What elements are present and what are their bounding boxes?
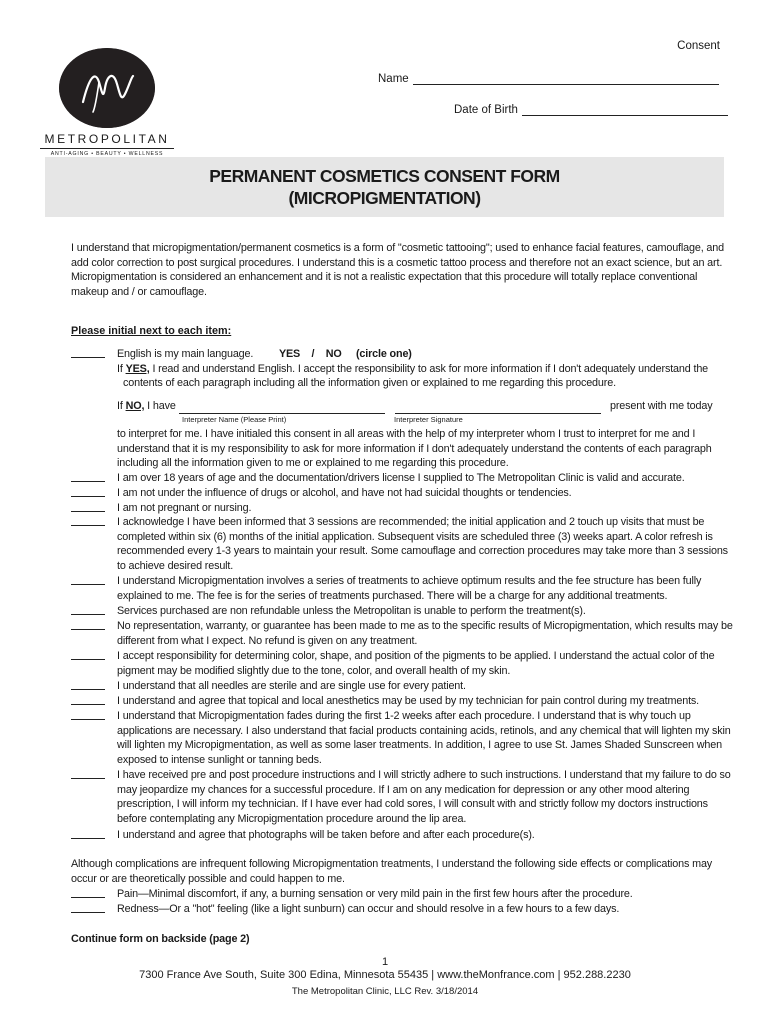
initial-item-text: I am not under the influence of drugs or alcohol, and have not had suicidal thoughts or tendencies.	[117, 487, 572, 499]
if-yes-text-2: contents of each paragraph including all the information given or explained to me regarding this procedure.	[123, 377, 616, 390]
initial-item-text: I accept responsibility for determining color, shape, and position of the pigments to be applied. I understand the actual color of the pigment may be modified slightly due to the tone, color, and overall health of my skin.	[117, 650, 715, 677]
initial-item	[71, 501, 739, 516]
intro-paragraph: I understand that micropigmentation/permanent cosmetics is a form of "cosmetic tattooing"; used to enhance facial features, camouflage, and add color correction to post surgical procedures. I understand this is a cosmetic tattoo process and therefore not an exact science, but an art. Micropigmentation is considered an enhancement and it is not a realistic expectation that this procedure will totally replace conventional makeup and / or camouflage.	[71, 242, 724, 298]
initial-item	[71, 471, 739, 486]
dob-line[interactable]	[522, 103, 728, 116]
initial-item	[71, 768, 739, 826]
english-item	[71, 347, 739, 391]
logo-mark-icon	[59, 48, 155, 128]
initial-item-text: Services purchased are non refundable unless the Metropolitan is unable to perform the treatment(s).	[117, 605, 586, 617]
dob-field[interactable]	[454, 103, 728, 116]
initial-item	[71, 619, 739, 648]
english-main: English is my main language.	[117, 348, 254, 360]
interpreter-text: to interpret for me. I have initialed this consent in all areas with the help of my interpreter whom I trust to interpret for me and I understand that it is my responsibility to ask for more information if I don't adequately understand the contents of each paragraph including all the information given to me or explained to me regarding this procedure.	[117, 428, 712, 470]
if-yes-text: I read and understand English. I accept the responsibility to ask for more information if I don't adequately understand the	[152, 362, 709, 375]
footer-revision: The Metropolitan Clinic, LLC Rev. 3/18/2014	[291, 986, 479, 997]
if-yes-label: YES,	[125, 362, 150, 375]
footer-address: 7300 France Ave South, Suite 300 Edina, Minnesota 55435 | www.theMonfrance.com | 952.288.2230	[139, 969, 631, 981]
initial-item-text: I understand and agree that topical and local anesthetics may be used by my technician for pain control during my treatments.	[117, 695, 700, 707]
interpreter-signature-caption: Interpreter Signature	[394, 415, 463, 424]
consent-label: Consent	[677, 40, 720, 52]
form-title: PERMANENT COSMETICS CONSENT FORM	[209, 166, 560, 186]
interpreter-name-caption: Interpreter Name (Please Print)	[182, 415, 287, 424]
initial-item	[71, 828, 739, 843]
circle-one-note: (circle one)	[355, 348, 412, 360]
if-label: If	[117, 362, 123, 375]
clinic-logo	[40, 48, 174, 157]
yes-option[interactable]: YES	[278, 348, 301, 360]
complication-item	[71, 902, 739, 917]
if-no-label: NO,	[125, 400, 145, 412]
initial-heading: Please initial next to each item:	[71, 325, 232, 337]
initial-item-text: I am not pregnant or nursing.	[117, 502, 252, 514]
interpreter-row	[71, 399, 739, 414]
if-no-have: I have	[147, 400, 176, 412]
initial-item-text: I acknowledge I have been informed that 3 sessions are recommended; the initial application and 2 touch up visits that must be completed within six (6) months of the initial application. Subsequent visits are scheduled three (3) weeks apart. A color refresh is recommended every 1-3 years to maintain your result. Some camouflage and correction procedures may take more than 3 sessions to achieve desired result.	[117, 516, 728, 572]
initial-item	[71, 649, 739, 678]
initial-item-text: I understand that all needles are sterile and are single use for every patient.	[117, 680, 466, 692]
initial-item-text: I understand Micropigmentation involves a series of treatments to achieve optimum results and the fee structure has been fully explained to me. The fee is for the series of treatments purchased. There will be a charge for any additional treatments.	[117, 575, 702, 602]
interpreter-name-line[interactable]	[179, 403, 385, 414]
page-number: 1	[381, 956, 389, 968]
logo-tagline: ANTI-AGING • BEAUTY • WELLNESS	[50, 151, 164, 157]
complication-text: Redness—Or a "hot" feeling (like a light sunburn) can occur and should resolve in a few hours to a few days.	[117, 903, 620, 915]
initial-item	[71, 679, 739, 694]
interpreter-signature-line[interactable]	[395, 403, 601, 414]
name-field[interactable]	[378, 72, 719, 85]
continue-note: Continue form on backside (page 2)	[71, 933, 250, 945]
initial-item	[71, 515, 739, 573]
initial-item-text: I am over 18 years of age and the documentation/drivers license I supplied to The Metropolitan Clinic is valid and accurate.	[117, 472, 685, 484]
initial-item	[71, 604, 739, 619]
initial-item	[71, 694, 739, 709]
if-label-no: If	[117, 400, 123, 412]
initial-item-text: I have received pre and post procedure instructions and I will strictly adhere to such instructions. I understand that my failure to do so may jeopardize my chances for a successful procedure. If I am on any medication for depression or any other mood altering prescription, I will inform my technician. If I have ever had cold sores, I will consult with and strictly follow my doctors instructions before contemplating any Micropigmentation procedure around the lip area.	[117, 769, 731, 825]
logo-wordmark: METROPOLITAN	[40, 132, 174, 149]
name-line[interactable]	[413, 72, 719, 85]
form-subtitle: (MICROPIGMENTATION)	[288, 188, 481, 208]
option-separator: /	[311, 348, 315, 360]
initial-item-text: No representation, warranty, or guarantee has been made to me as to the specific results of Micropigmentation, which results may be different from what I expect. No refund is given on any treatment.	[117, 620, 733, 647]
name-label: Name	[378, 73, 409, 85]
interpreter-text-item	[71, 427, 739, 471]
initial-item-text: I understand that Micropigmentation fades during the first 1-2 weeks after each procedure. I understand that is why touch up applications are necessary. I also understand that facial products containing acids, retinols, and any chemical that will lighten my skin will lighten my Micropigmentation, as well as some laser treatments. In addition, I agree to use St. James Shaded Sunscreen when exposed to intense sunlight or tanning beds.	[117, 710, 731, 766]
dob-label: Date of Birth	[454, 104, 518, 116]
complications-intro: Although complications are infrequent following Micropigmentation treatments, I understand the following side effects or complications may occur or are theoretically possible and could happen to me.	[71, 858, 713, 885]
initial-item-text: I understand and agree that photographs will be taken before and after each procedure(s).	[117, 829, 535, 841]
form-title-band	[45, 157, 724, 217]
initial-item	[71, 574, 739, 603]
initial-item	[71, 709, 739, 767]
present-text: present with me today	[609, 400, 713, 412]
initial-item	[71, 486, 739, 501]
no-option[interactable]: NO	[325, 348, 342, 360]
complication-item	[71, 887, 739, 902]
complication-text: Pain—Minimal discomfort, if any, a burning sensation or very mild pain in the first few hours after the procedure.	[117, 888, 633, 900]
